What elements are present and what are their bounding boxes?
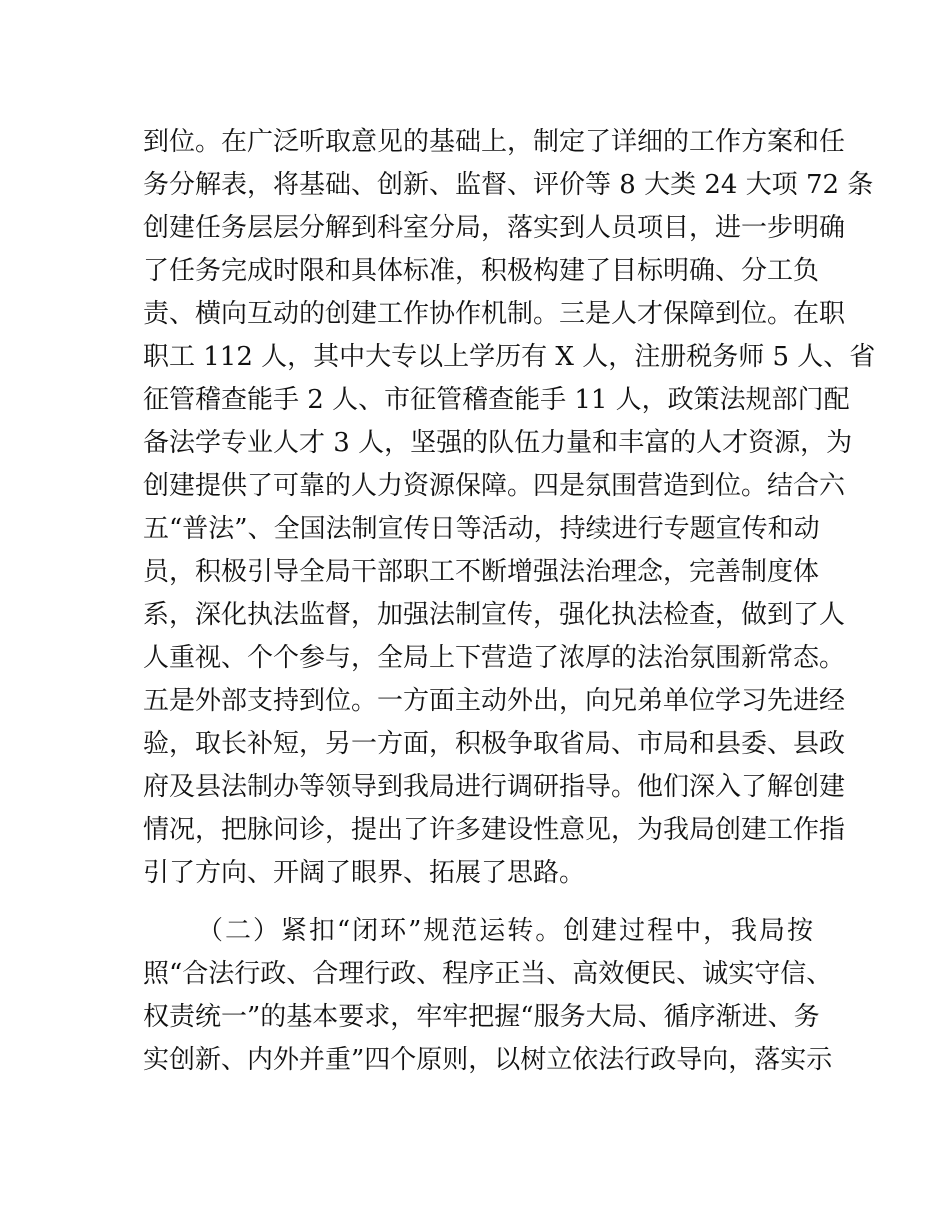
text-line: 实创新、内外并重”四个原则，以树立依法行政导向，落实示 [143,1045,833,1075]
body-text [143,121,876,1082]
text-line: 责、横向互动的创建工作协作机制。三是人才保障到位。在职 [143,299,846,329]
text-line: 员，积极引导全局干部职工不断增强法治理念，完善制度体 [143,557,820,587]
text-line: 五是外部支持到位。一方面主动外出，向兄弟单位学习先进经 [143,686,846,716]
text-line: 创建提供了可靠的人力资源保障。四是氛围营造到位。结合六 [143,471,846,501]
text-line: 验，取长补短，另一方面，积极争取省局、市局和县委、县政 [143,729,846,759]
text-line: 权责统一”的基本要求，牢牢把握“服务大局、循序渐进、务 [143,1002,820,1032]
text-line: 五“普法”、全国法制宣传日等活动，持续进行专题宣传和动 [143,514,820,544]
text-line: （二）紧扣“闭环”规范运转。创建过程中，我局按 [197,916,813,946]
text-line: 备法学专业人才 3 人，坚强的队伍力量和丰富的人才资源，为 [143,428,853,458]
text-line: 引了方向、开阔了眼界、拓展了思路。 [143,858,586,888]
paragraph-gap [143,895,813,910]
text-line: 情况，把脉问诊，提出了许多建设性意见，为我局创建工作指 [143,815,846,845]
text-line: 创建任务层层分解到科室分局，落实到人员项目，进一步明确 [143,213,846,243]
text-line: 征管稽查能手 2 人、市征管稽查能手 11 人，政策法规部门配 [143,385,850,415]
text-line: 职工 112 人，其中大专以上学历有 X 人，注册税务师 5 人、省 [143,342,876,372]
text-line: 府及县法制办等领导到我局进行调研指导。他们深入了解创建 [143,772,846,802]
text-line: 人重视、个个参与，全局上下营造了浓厚的法治氛围新常态。 [143,643,846,673]
text-line: 务分解表，将基础、创新、监督、评价等 8 大类 24 大项 72 条 [143,170,874,200]
text-line: 系，深化执法监督，加强法制宣传，强化执法检查，做到了人 [143,600,846,630]
text-line: 到位。在广泛听取意见的基础上，制定了详细的工作方案和任 [143,127,846,157]
text-line: 了任务完成时限和具体标准，积极构建了目标明确、分工负 [143,256,820,286]
text-line: 照“合法行政、合理行政、程序正当、高效便民、诚实守信、 [143,959,833,989]
